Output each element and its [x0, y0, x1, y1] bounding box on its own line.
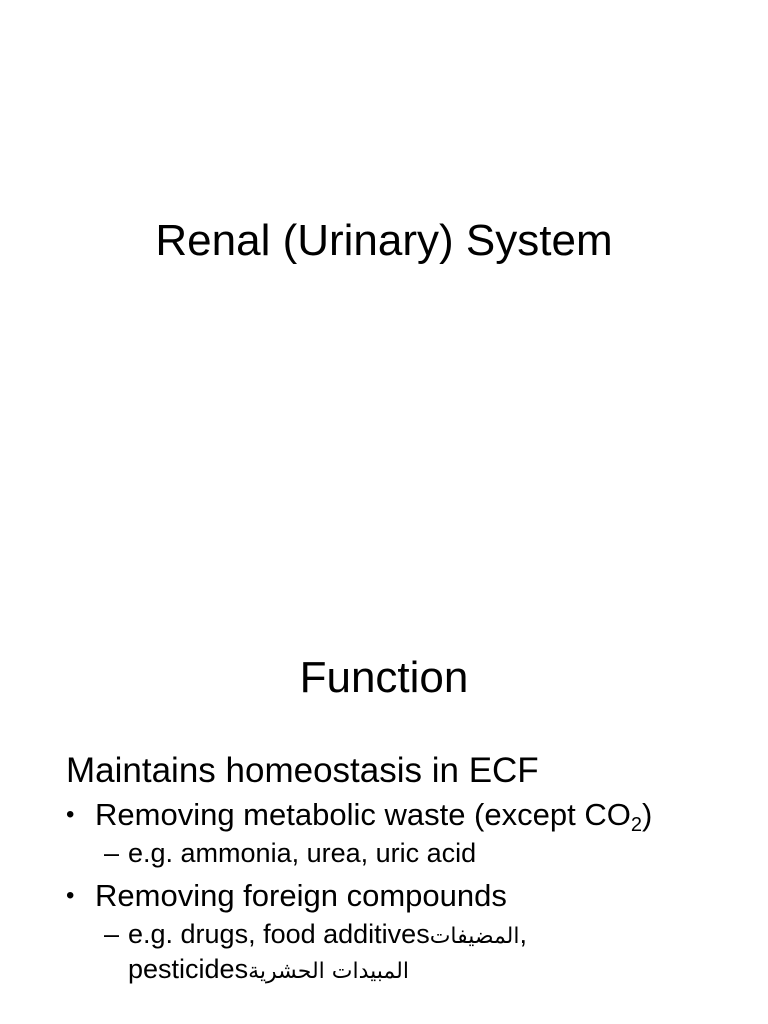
- sub-bullet-item: [66, 918, 706, 988]
- lead-statement: Maintains homeostasis in ECF: [66, 751, 539, 790]
- bullet-marker: •: [66, 801, 75, 828]
- separator-text: ,: [519, 919, 528, 949]
- bullet-item: [66, 877, 706, 914]
- bullet-text: Removing metabolic waste (except CO: [95, 797, 631, 832]
- sub-bullet-text: e.g. ammonia, urea, uric acid: [128, 838, 477, 868]
- bullet-text: Removing foreign compounds: [95, 878, 507, 913]
- bullet-marker: •: [66, 882, 75, 909]
- slide-heading: Function: [299, 653, 469, 702]
- bullet-suffix: ): [641, 797, 653, 832]
- slide-body: [66, 750, 706, 996]
- bullet-item: [66, 796, 706, 836]
- sub-bullet-item: [66, 837, 706, 869]
- sub-bullet-marker: –: [104, 919, 120, 949]
- subscript-text: 2: [630, 814, 642, 836]
- sub-bullet-marker: –: [104, 838, 120, 868]
- presentation-title: Renal (Urinary) System: [155, 216, 613, 265]
- slide-function: [0, 512, 768, 1024]
- sub-bullet-text: pesticides: [128, 954, 249, 984]
- arabic-term: المبيدات الحشرية: [248, 959, 409, 984]
- arabic-term: المضيفات: [429, 924, 520, 949]
- sub-bullet-text: e.g. drugs, food additives: [128, 919, 430, 949]
